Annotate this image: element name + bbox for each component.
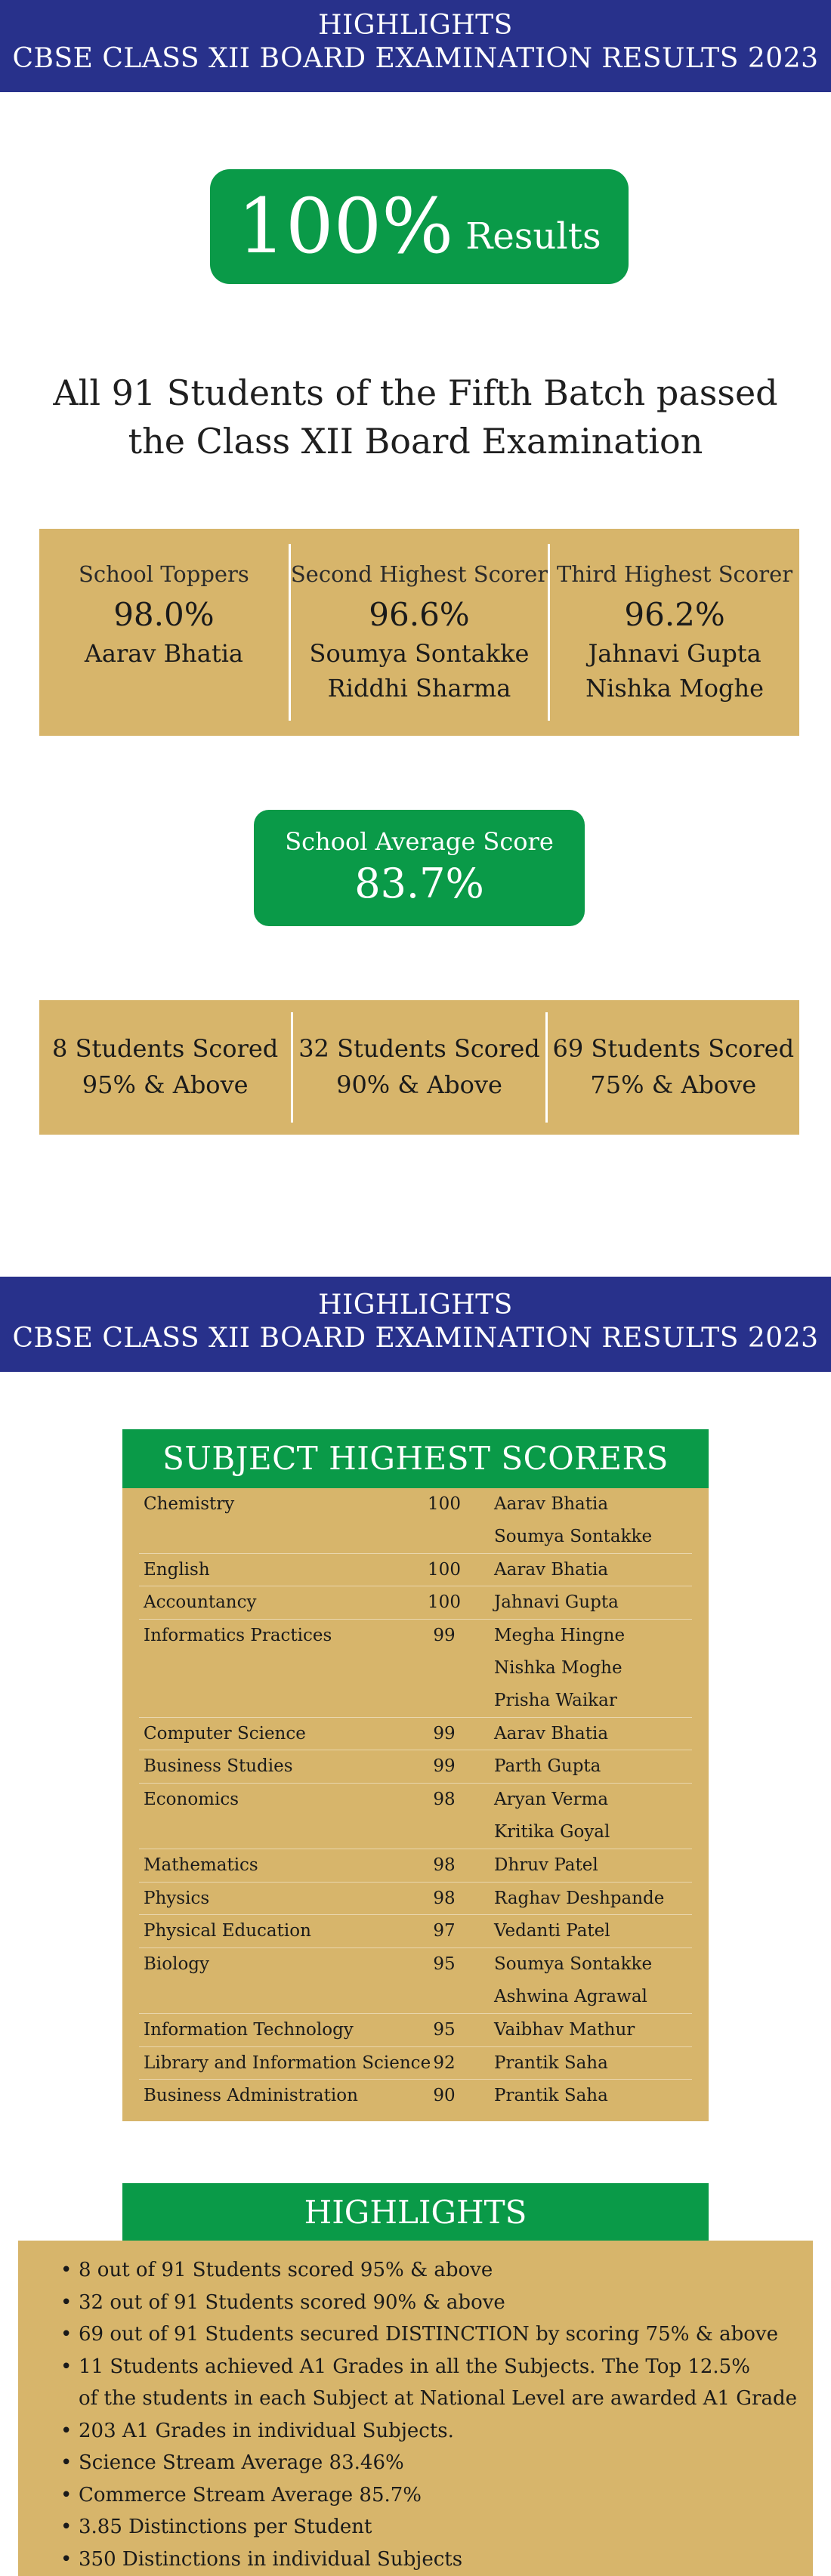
scorer-name: Raghav Deshpande xyxy=(494,1888,665,1908)
subject-score: 100 xyxy=(428,1494,461,1514)
table-row xyxy=(139,1947,692,2013)
banner-subtitle: CBSE CLASS XII BOARD EXAMINATION RESULTS 2023 xyxy=(12,1323,819,1354)
scorer-name: Nishka Moghe xyxy=(494,1657,622,1678)
scorer-name: Soumya Sontakke xyxy=(494,1526,653,1546)
scorer-name: Vaibhav Mathur xyxy=(494,2019,635,2040)
scorer-name: Jahnavi Gupta xyxy=(494,1592,619,1613)
table-row xyxy=(139,2013,692,2046)
scored-threshold: 90% & Above xyxy=(336,1070,502,1099)
table-row xyxy=(139,1783,692,1849)
school-average-badge xyxy=(254,810,585,926)
scorer-name: Soumya Sontakke xyxy=(494,1954,653,1975)
passed-line-2: the Class XII Board Examination xyxy=(128,421,703,462)
results-badge xyxy=(210,169,629,284)
subject-score: 98 xyxy=(433,1790,456,1810)
subject-score: 98 xyxy=(433,1888,456,1908)
topper-percent: 96.2% xyxy=(624,596,725,633)
scorer-name: Ashwina Agrawal xyxy=(494,1986,647,2006)
list-item xyxy=(60,2254,813,2287)
subject-name: Computer Science xyxy=(144,1723,306,1744)
results-word: Results xyxy=(465,215,601,258)
subject-name: Physics xyxy=(144,1888,210,1908)
subject-score: 100 xyxy=(428,1559,461,1580)
scored-count: 8 Students Scored xyxy=(52,1034,279,1063)
scorer-name: Aarav Bhatia xyxy=(494,1494,609,1514)
table-row xyxy=(139,1488,692,1553)
highlight-text: • 8 out of 91 Students scored 95% & above xyxy=(79,2259,493,2281)
scorer-names xyxy=(477,1718,692,1750)
subject-scorers-table xyxy=(122,1488,709,2121)
topper-label: Third Highest Scorer xyxy=(557,561,793,587)
scored-column xyxy=(291,1012,545,1123)
list-item xyxy=(60,2479,813,2512)
top-banner xyxy=(0,0,831,92)
subject-score: 99 xyxy=(433,1723,456,1744)
subject-score: 99 xyxy=(433,1626,456,1646)
highlight-text: of the students in each Subject at National Level are awarded A1 Grade xyxy=(79,2387,797,2410)
list-item xyxy=(60,2351,813,2415)
highlight-text: • 69 out of 91 Students secured DISTINCTION by scoring 75% & above xyxy=(79,2323,778,2346)
topper-name: Aarav Bhatia xyxy=(84,639,243,668)
topper-name: Nishka Moghe xyxy=(585,674,765,703)
table-row xyxy=(139,1849,692,1882)
banner-title: HIGHLIGHTS xyxy=(318,10,513,41)
highlights-list xyxy=(18,2241,813,2576)
second-banner xyxy=(0,1277,831,1372)
subject-name: Chemistry xyxy=(144,1494,235,1514)
table-row xyxy=(139,1619,692,1716)
table-row xyxy=(139,1586,692,1619)
highlight-text: • 350 Distinctions in individual Subjects xyxy=(79,2547,463,2571)
scored-threshold: 75% & Above xyxy=(590,1070,757,1099)
average-label: School Average Score xyxy=(285,827,554,856)
average-value: 83.7% xyxy=(354,860,484,907)
scored-column xyxy=(545,1012,799,1123)
subject-name: Physical Education xyxy=(144,1921,311,1941)
scorer-name: Kritika Goyal xyxy=(494,1821,610,1842)
highlight-text: • 203 A1 Grades in individual Subjects. xyxy=(79,2419,454,2442)
scored-panel xyxy=(39,1000,799,1135)
scored-column xyxy=(39,1012,291,1123)
scorer-names xyxy=(477,1554,692,1586)
topper-column xyxy=(289,544,548,721)
topper-label: School Toppers xyxy=(79,561,249,587)
subject-name: Library and Information Science xyxy=(144,2052,431,2073)
topper-name: Soumya Sontakke xyxy=(309,639,530,668)
banner-subtitle: CBSE CLASS XII BOARD EXAMINATION RESULTS 2023 xyxy=(12,43,819,74)
subject-name: Information Technology xyxy=(144,2019,354,2040)
scorer-names xyxy=(477,1948,692,2013)
scorer-name: Aarav Bhatia xyxy=(494,1723,609,1744)
scorer-name: Megha Hingne xyxy=(494,1626,626,1646)
table-row xyxy=(139,1914,692,1947)
list-item xyxy=(60,2544,813,2576)
topper-column xyxy=(548,544,799,721)
passed-statement xyxy=(0,369,831,465)
highlight-text: • 32 out of 91 Students scored 90% & above xyxy=(79,2290,505,2314)
subject-name: Accountancy xyxy=(144,1592,257,1613)
banner-title: HIGHLIGHTS xyxy=(318,1290,513,1320)
scorer-names xyxy=(477,2014,692,2046)
highlight-text: • 11 Students achieved A1 Grades in all the Subjects. The Top 12.5% xyxy=(79,2355,750,2378)
list-item xyxy=(60,2415,813,2448)
highlight-text: • Commerce Stream Average 85.7% xyxy=(79,2483,422,2507)
topper-percent: 98.0% xyxy=(113,596,215,633)
subject-score: 95 xyxy=(433,2019,456,2040)
subject-name: Informatics Practices xyxy=(144,1626,332,1646)
subject-name: Business Studies xyxy=(144,1756,293,1777)
list-item xyxy=(60,2511,813,2544)
results-percent: 100% xyxy=(237,182,454,270)
subject-scorers-heading: SUBJECT HIGHEST SCORERS xyxy=(122,1429,709,1488)
table-row xyxy=(139,1882,692,1915)
table-row xyxy=(139,1717,692,1750)
scorer-name: Dhruv Patel xyxy=(494,1855,598,1875)
list-item xyxy=(60,2287,813,2319)
subject-score: 90 xyxy=(433,2086,456,2106)
scored-count: 69 Students Scored xyxy=(552,1034,795,1063)
highlight-text: • Science Stream Average 83.46% xyxy=(79,2451,404,2474)
topper-percent: 96.6% xyxy=(369,596,470,633)
table-row xyxy=(139,2079,692,2112)
topper-label: Second Highest Scorer xyxy=(290,561,548,587)
scorer-name: Prantik Saha xyxy=(494,2052,608,2073)
scorer-name: Prisha Waikar xyxy=(494,1690,617,1710)
list-item xyxy=(60,2318,813,2351)
scorer-names xyxy=(477,1488,692,1553)
subject-score: 95 xyxy=(433,1954,456,1975)
subject-name: English xyxy=(144,1559,210,1580)
subject-score: 99 xyxy=(433,1756,456,1777)
scored-threshold: 95% & Above xyxy=(82,1070,249,1099)
scorer-names xyxy=(477,1915,692,1947)
scorer-names xyxy=(477,1586,692,1619)
scorer-name: Aarav Bhatia xyxy=(494,1559,609,1580)
scorer-name: Parth Gupta xyxy=(494,1756,601,1777)
scorer-name: Prantik Saha xyxy=(494,2086,608,2106)
table-row xyxy=(139,2046,692,2080)
scorer-name: Vedanti Patel xyxy=(494,1921,610,1941)
subject-score: 98 xyxy=(433,1855,456,1875)
topper-column xyxy=(39,544,289,721)
scorer-names xyxy=(477,1750,692,1783)
subject-name: Economics xyxy=(144,1790,239,1810)
subject-name: Biology xyxy=(144,1954,210,1975)
subject-score: 100 xyxy=(428,1592,461,1613)
scorer-names xyxy=(477,2047,692,2080)
subject-name: Business Administration xyxy=(144,2086,358,2106)
topper-name: Jahnavi Gupta xyxy=(588,639,761,668)
table-row xyxy=(139,1750,692,1783)
scorer-name: Aryan Verma xyxy=(494,1790,609,1810)
scorer-names xyxy=(477,1849,692,1882)
list-item xyxy=(60,2447,813,2479)
subject-name: Mathematics xyxy=(144,1855,258,1875)
table-row xyxy=(139,1553,692,1586)
passed-line-1: All 91 Students of the Fifth Batch passed xyxy=(53,372,778,413)
topper-name: Riddhi Sharma xyxy=(327,674,511,703)
highlights-heading: HIGHLIGHTS xyxy=(122,2183,709,2241)
scored-count: 32 Students Scored xyxy=(298,1034,540,1063)
scorer-names xyxy=(477,2080,692,2112)
scorer-names xyxy=(477,1784,692,1849)
scorer-names xyxy=(477,1620,692,1716)
scorer-names xyxy=(477,1883,692,1915)
toppers-panel xyxy=(39,529,799,736)
highlight-text: • 3.85 Distinctions per Student xyxy=(79,2516,372,2538)
subject-score: 97 xyxy=(433,1921,456,1941)
subject-score: 92 xyxy=(433,2052,456,2073)
